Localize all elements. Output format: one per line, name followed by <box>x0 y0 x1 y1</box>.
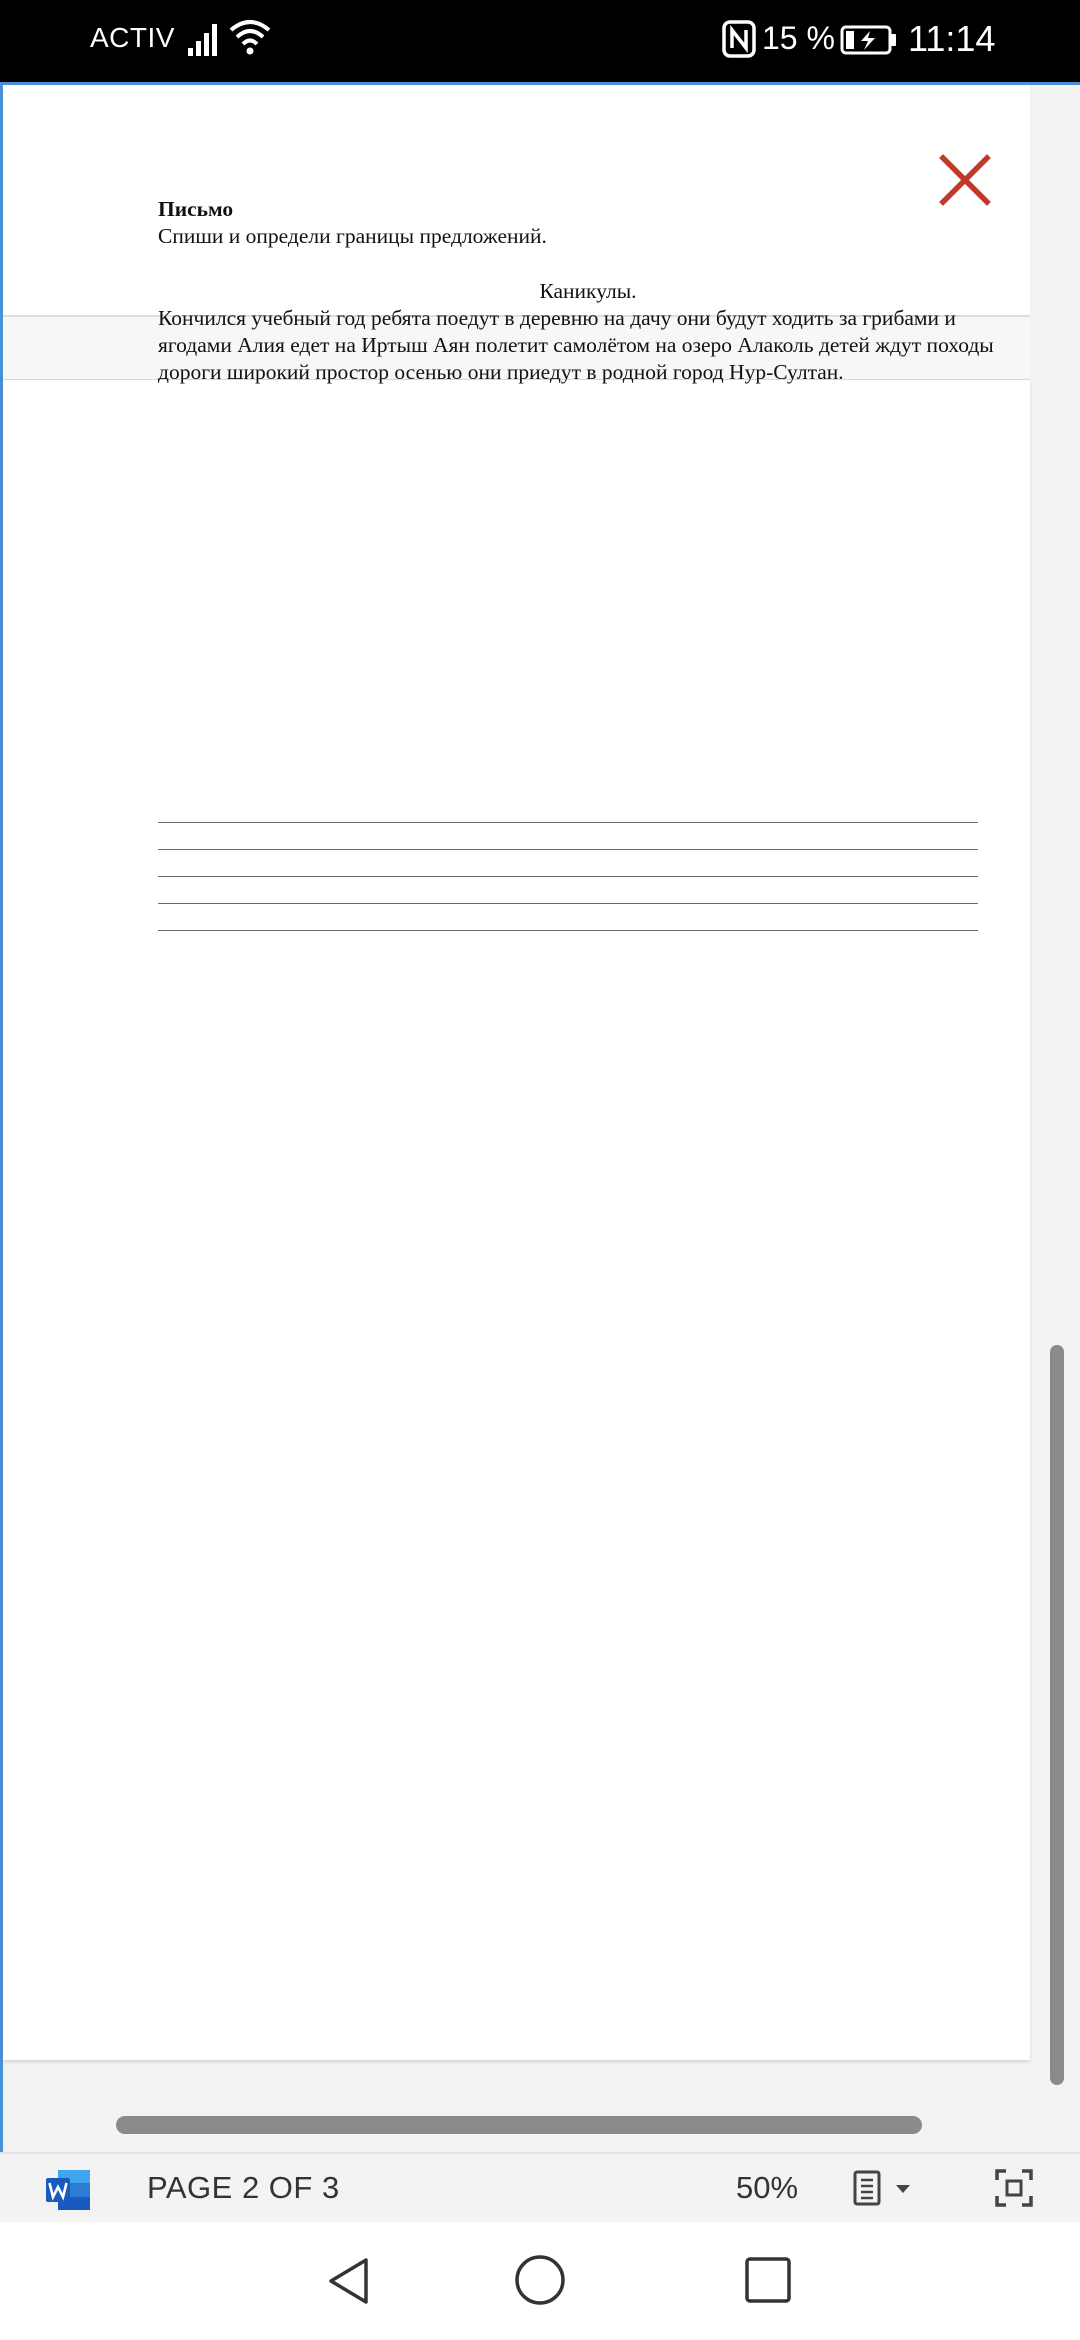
doc-body: Кончился учебный год ребята поедут в деревню на дачу они будут ходить за грибами и ягодами Алия едет на Иртыш Аян полетит самолётом на озеро Алаколь детей ждут походы дороги широкий простор осенью они приедут в родной город Нур-Султан. <box>158 306 994 384</box>
document-content <box>158 196 1018 386</box>
doc-heading: Письмо <box>158 197 234 221</box>
battery-charging-icon <box>840 25 898 55</box>
answer-line <box>158 876 978 877</box>
doc-instruction: Спиши и определи границы предложений. <box>158 224 547 248</box>
status-bar <box>0 0 1080 82</box>
recent-apps-icon[interactable] <box>744 2256 792 2304</box>
zoom-level[interactable]: 50% <box>736 2170 799 2205</box>
answer-line <box>158 822 978 823</box>
back-icon[interactable] <box>326 2256 372 2306</box>
battery-percent: 15 % <box>762 20 835 56</box>
clock: 11:14 <box>908 18 996 59</box>
page-indicator: PAGE 2 OF 3 <box>147 2170 340 2205</box>
nfc-icon <box>722 20 756 58</box>
doc-title: Каникулы. <box>539 279 637 303</box>
wifi-icon <box>228 18 272 56</box>
signal-icon <box>188 20 222 56</box>
document-page <box>3 380 1030 2060</box>
word-icon <box>46 2170 90 2210</box>
horizontal-scrollbar[interactable] <box>116 2116 922 2134</box>
answer-line <box>158 903 978 904</box>
answer-line <box>158 849 978 850</box>
home-icon[interactable] <box>514 2254 566 2306</box>
carrier-name: ACTIV <box>90 22 175 53</box>
fit-screen-icon[interactable] <box>994 2168 1034 2208</box>
view-mode-icon[interactable] <box>852 2168 922 2208</box>
vertical-scrollbar[interactable] <box>1050 1345 1064 2085</box>
answer-line <box>158 930 978 931</box>
